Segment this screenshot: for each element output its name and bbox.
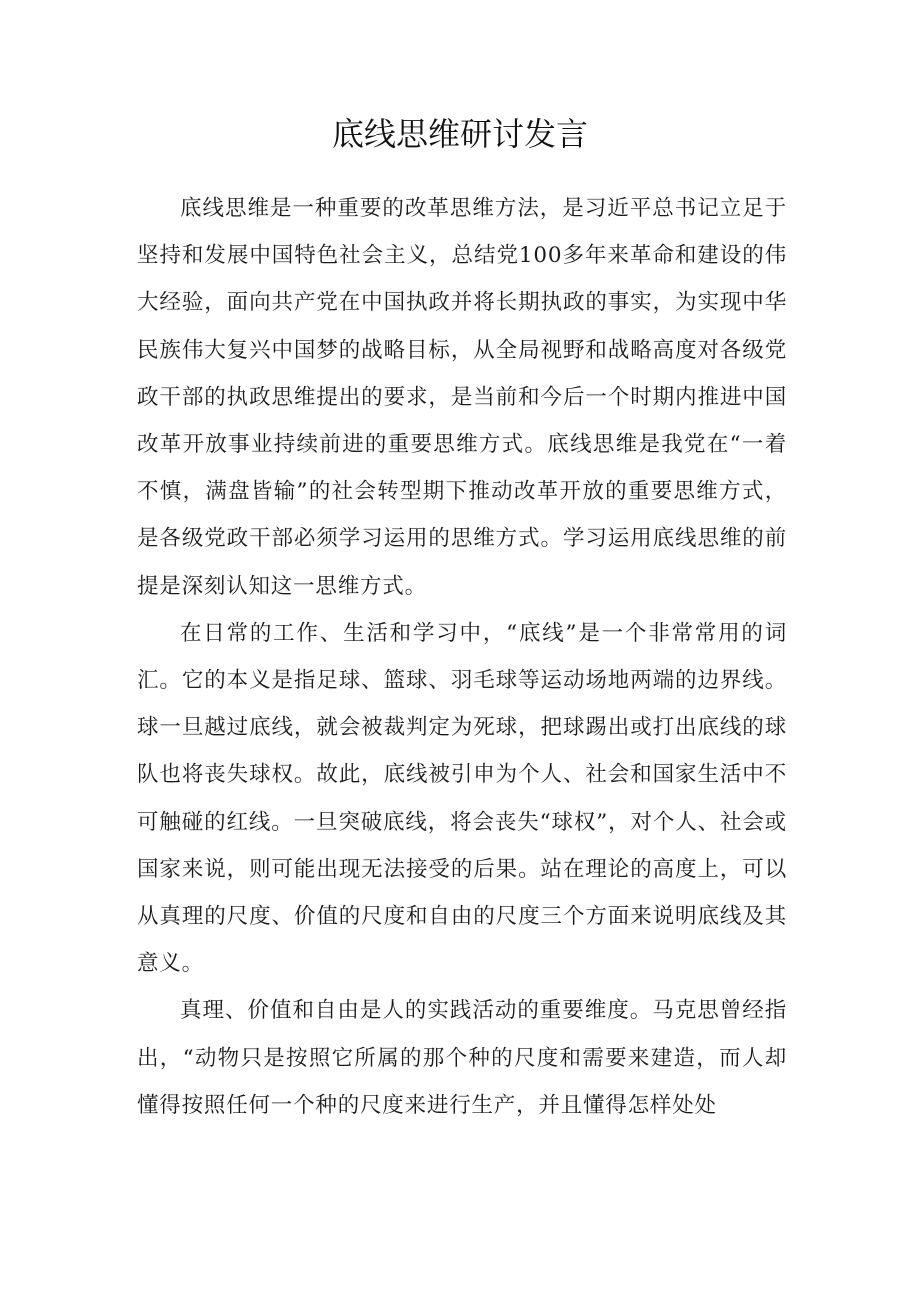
document-title: 底线思维研讨发言 [331,115,588,153]
paragraph-1: 底线思维是一种重要的改革思维方法，是习近平总书记立足于坚持和发展中国特色社会主义，总结党100多年来革命和建设的伟大经验，面向共产党在中国执政并将长期执政的事实，为实现中华民族伟大复兴中国梦的战略目标，从全局视野和战略高度对各级党政干部的执政思维提出的要求，是当前和今后一个时期内推进中国改革开放事业持续前进的重要思维方式。底线思维是我党在“一着不慎，满盘皆输”的社会转型期下推动改革开放的重要思维方式，是各级党政干部必须学习运用的思维方式。学习运用底线思维的前提是深刻认知这一思维方式。 [137,196,787,599]
document-body [137,185,787,1129]
paragraph-3: 真理、价值和自由是人的实践活动的重要维度。马克思曾经指出，“动物只是按照它所属的那个种的尺度和需要来建造，而人却懂得按照任何一个种的尺度来进行生产，并且懂得怎样处处 [137,998,787,1118]
paragraph-2: 在日常的工作、生活和学习中，“底线”是一个非常常用的词汇。它的本义是指足球、篮球、羽毛球等运动场地两端的边界线。球一旦越过底线，就会被裁判定为死球，把球踢出或打出底线的球队也将丧失球权。故此，底线被引申为个人、社会和国家生活中不可触碰的红线。一旦突破底线，将会丧失“球权”，对个人、社会或国家来说，则可能出现无法接受的后果。站在理论的高度上，可以从真理的尺度、价值的尺度和自由的尺度三个方面来说明底线及其意义。 [137,620,787,977]
